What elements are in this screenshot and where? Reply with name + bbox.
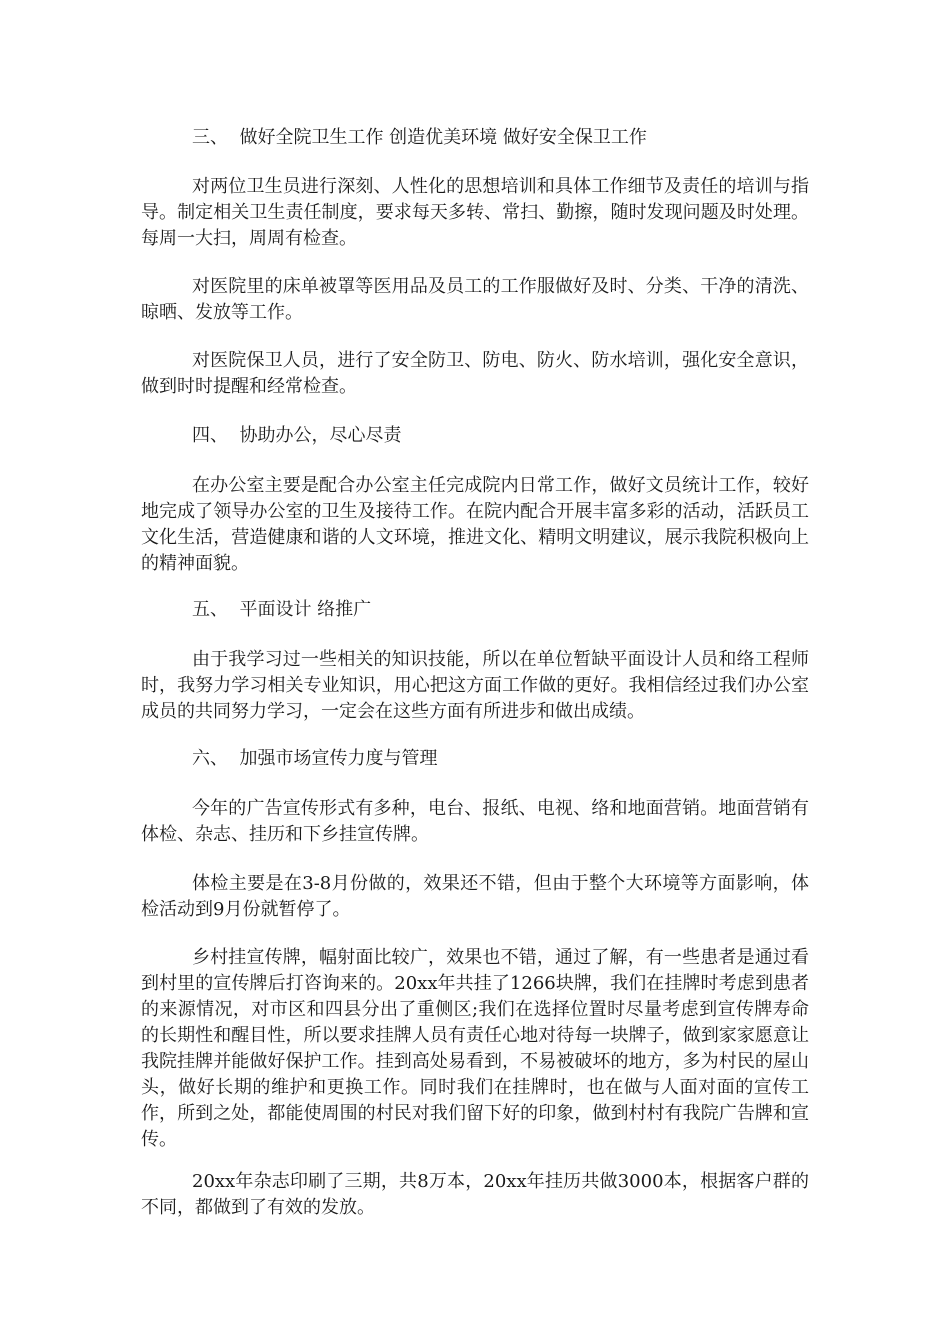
paragraph: 对医院保卫人员，进行了安全防卫、防电、防火、防水培训，强化安全意识，做到时时提醒和经常检查。 bbox=[141, 350, 809, 397]
paragraph: 20xx年杂志印刷了三期，共8万本，20xx年挂历共做3000本，根据客户群的不同，都做到了有效的发放。 bbox=[141, 1171, 809, 1218]
paragraph: 乡村挂宣传牌，幅射面比较广，效果也不错，通过了解，有一些患者是通过看到村里的宣传牌后打咨询来的。20xx年共挂了1266块牌，我们在挂牌时考虑到患者的来源情况，对市区和四县分出了重侧区;我们在选择位置时尽量考虑到宣传牌寿命的长期性和醒目性，所以要求挂牌人员有责任心地对待每一块牌子，做到家家愿意让我院挂牌并能做好保护工作。挂到高处易看到，不易被破坏的地方，多为村民的屋山头，做好长期的维护和更换工作。同时我们在挂牌时，也在做与人面对面的宣传工作，所到之处，都能使周围的村民对我们留下好的印象，做到村村有我院广告牌和宣传。 bbox=[141, 947, 809, 1150]
section-heading-3: 三、 做好全院卫生工作 创造优美环境 做好安全保卫工作 bbox=[192, 127, 647, 148]
section-heading-4: 四、 协助办公，尽心尽责 bbox=[192, 425, 402, 446]
section-heading-5: 五、 平面设计 络推广 bbox=[192, 599, 372, 620]
paragraph: 在办公室主要是配合办公室主任完成院内日常工作，做好文员统计工作，较好地完成了领导办公室的卫生及接待工作。在院内配合开展丰富多彩的活动，活跃员工文化生活，营造健康和谐的人文环境，推进文化、精明文明建议，展示我院积极向上的精神面貌。 bbox=[141, 475, 809, 574]
section-heading-6: 六、 加强市场宣传力度与管理 bbox=[192, 748, 438, 769]
paragraph: 由于我学习过一些相关的知识技能，所以在单位暂缺平面设计人员和络工程师时，我努力学习相关专业知识，用心把这方面工作做的更好。我相信经过我们办公室成员的共同努力学习，一定会在这些方面有所进步和做出成绩。 bbox=[141, 649, 809, 722]
paragraph: 对两位卫生员进行深刻、人性化的思想培训和具体工作细节及责任的培训与指导。制定相关卫生责任制度，要求每天多转、常扫、勤擦，随时发现问题及时处理。每周一大扫，周周有检查。 bbox=[141, 176, 809, 249]
paragraph: 对医院里的床单被罩等医用品及员工的工作服做好及时、分类、干净的清洗、晾晒、发放等工作。 bbox=[141, 276, 809, 323]
paragraph: 体检主要是在3-8月份做的，效果还不错，但由于整个大环境等方面影响，体检活动到9月份就暂停了。 bbox=[141, 873, 809, 920]
paragraph: 今年的广告宣传形式有多种，电台、报纸、电视、络和地面营销。地面营销有体检、杂志、挂历和下乡挂宣传牌。 bbox=[141, 798, 809, 845]
